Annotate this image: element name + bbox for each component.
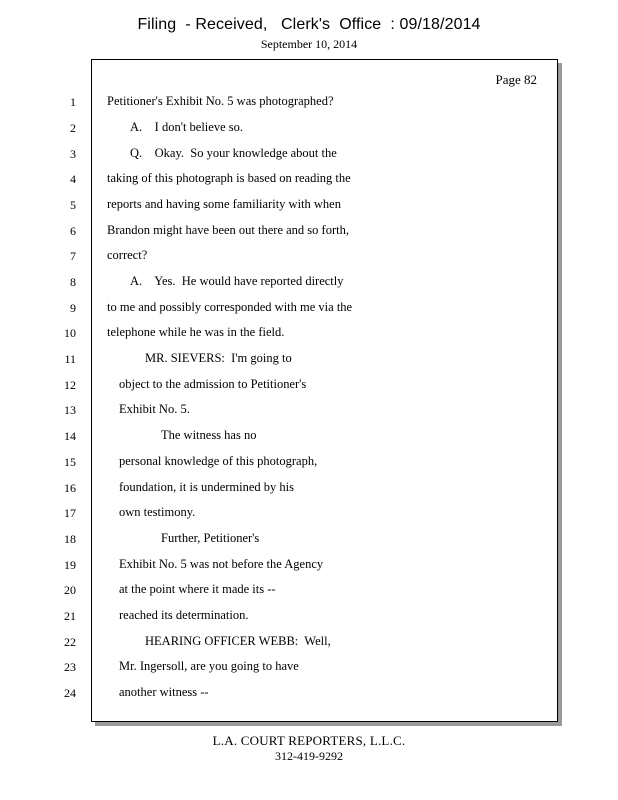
line-number: 19 — [64, 558, 76, 572]
line-number: 21 — [64, 609, 76, 623]
line-number: 12 — [64, 378, 76, 392]
transcript-line: object to the admission to Petitioner's — [119, 377, 307, 391]
line-number: 23 — [64, 660, 76, 674]
transcript-line: A. I don't believe so. — [130, 120, 243, 134]
transcript-line: The witness has no — [161, 428, 257, 442]
transcript-line: another witness -- — [119, 685, 209, 699]
transcript-line: A. Yes. He would have reported directly — [130, 274, 344, 288]
line-number: 14 — [64, 429, 76, 443]
line-number: 18 — [64, 532, 76, 546]
transcript-line: taking of this photograph is based on reading the — [107, 171, 351, 185]
line-number: 13 — [64, 403, 76, 417]
line-number: 5 — [70, 198, 76, 212]
line-number: 15 — [64, 455, 76, 469]
transcript-line: foundation, it is undermined by his — [119, 480, 294, 494]
page-number: Page 82 — [495, 72, 537, 87]
line-number: 24 — [64, 686, 76, 700]
line-number: 2 — [70, 121, 76, 135]
transcript-line: HEARING OFFICER WEBB: Well, — [145, 634, 331, 648]
transcript-line: Petitioner's Exhibit No. 5 was photographed? — [107, 94, 334, 108]
line-number: 6 — [70, 224, 76, 238]
line-number: 8 — [70, 275, 76, 289]
transcript-line: correct? — [107, 248, 148, 262]
transcript-line: Exhibit No. 5. — [119, 402, 190, 416]
reporter-phone: 312-419-9292 — [275, 749, 343, 763]
transcript-line: Q. Okay. So your knowledge about the — [130, 146, 337, 160]
line-number: 16 — [64, 481, 76, 495]
line-number: 4 — [70, 172, 76, 186]
line-number: 22 — [64, 635, 76, 649]
transcript-line: at the point where it made its -- — [119, 582, 276, 596]
filing-stamp: Filing - Received, Clerk's Office : 09/18/2014 — [137, 16, 481, 33]
line-number: 1 — [70, 95, 76, 109]
transcript-line: MR. SIEVERS: I'm going to — [145, 351, 292, 365]
transcript-line: telephone while he was in the field. — [107, 325, 285, 339]
line-number: 7 — [70, 249, 76, 263]
transcript-line: Mr. Ingersoll, are you going to have — [119, 659, 299, 673]
transcript-line: reports and having some familiarity with when — [107, 197, 341, 211]
transcript-line: Further, Petitioner's — [161, 531, 260, 545]
hearing-date: September 10, 2014 — [260, 37, 358, 51]
transcript-line: Exhibit No. 5 was not before the Agency — [119, 557, 324, 571]
reporter-company: L.A. COURT REPORTERS, L.L.C. — [212, 733, 406, 748]
line-number: 3 — [70, 147, 76, 161]
line-number: 10 — [64, 326, 76, 340]
transcript-line: reached its determination. — [119, 608, 249, 622]
transcript-line: to me and possibly corresponded with me via the — [107, 300, 353, 314]
transcript-line: Brandon might have been out there and so forth, — [107, 223, 349, 237]
line-number: 9 — [70, 301, 76, 315]
line-number: 20 — [64, 583, 76, 597]
transcript-line: personal knowledge of this photograph, — [119, 454, 318, 468]
transcript-line: own testimony. — [119, 505, 196, 519]
line-number: 17 — [64, 506, 76, 520]
line-number: 11 — [64, 352, 76, 366]
